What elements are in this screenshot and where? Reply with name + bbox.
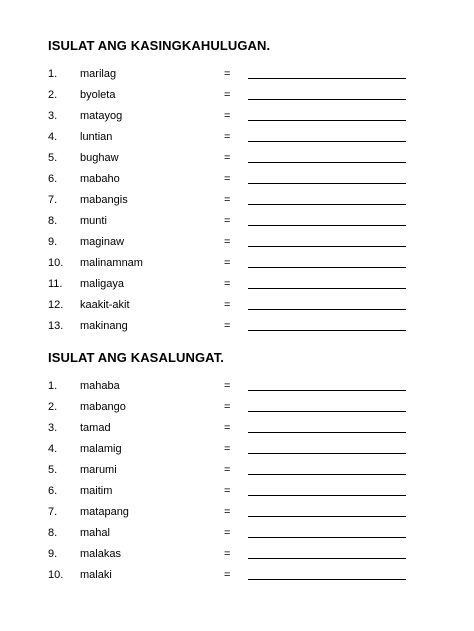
list-item: [0, 150, 474, 166]
answer-blank-line[interactable]: [248, 495, 406, 496]
list-item: [0, 525, 474, 541]
equals-sign: =: [224, 89, 231, 101]
equals-sign: =: [224, 320, 231, 332]
equals-sign: =: [224, 299, 231, 311]
item-number: 10.: [48, 257, 64, 269]
list-item: [0, 546, 474, 562]
item-word: malakas: [80, 548, 121, 560]
equals-sign: =: [224, 131, 231, 143]
list-item: [0, 441, 474, 457]
answer-blank-line[interactable]: [248, 537, 406, 538]
item-number: 4.: [48, 443, 58, 455]
item-word: mahaba: [80, 380, 120, 392]
equals-sign: =: [224, 194, 231, 206]
list-item: [0, 378, 474, 394]
item-number: 3.: [48, 110, 58, 122]
equals-sign: =: [224, 401, 231, 413]
list-item: [0, 483, 474, 499]
equals-sign: =: [224, 68, 231, 80]
equals-sign: =: [224, 278, 231, 290]
equals-sign: =: [224, 173, 231, 185]
item-number: 6.: [48, 173, 58, 185]
section-title: ISULAT ANG KASALUNGAT.: [48, 350, 225, 365]
item-number: 4.: [48, 131, 58, 143]
item-word: malamig: [80, 443, 122, 455]
item-number: 5.: [48, 464, 58, 476]
item-word: byoleta: [80, 89, 116, 101]
list-item: [0, 213, 474, 229]
answer-blank-line[interactable]: [248, 330, 406, 331]
item-word: tamad: [80, 422, 111, 434]
answer-blank-line[interactable]: [248, 579, 406, 580]
list-item: [0, 87, 474, 103]
answer-blank-line[interactable]: [248, 246, 406, 247]
item-number: 1.: [48, 380, 58, 392]
equals-sign: =: [224, 215, 231, 227]
item-word: marilag: [80, 68, 117, 80]
list-item: [0, 66, 474, 82]
item-word: matapang: [80, 506, 129, 518]
item-word: luntian: [80, 131, 113, 143]
list-item: [0, 420, 474, 436]
item-number: 7.: [48, 506, 58, 518]
item-number: 9.: [48, 548, 58, 560]
list-item: [0, 504, 474, 520]
item-number: 5.: [48, 152, 58, 164]
answer-blank-line[interactable]: [248, 120, 406, 121]
equals-sign: =: [224, 548, 231, 560]
item-word: maligaya: [80, 278, 125, 290]
item-word: maitim: [80, 485, 113, 497]
answer-blank-line[interactable]: [248, 162, 406, 163]
answer-blank-line[interactable]: [248, 432, 406, 433]
item-number: 9.: [48, 236, 58, 248]
equals-sign: =: [224, 485, 231, 497]
equals-sign: =: [224, 569, 231, 581]
equals-sign: =: [224, 422, 231, 434]
item-word: mabango: [80, 401, 126, 413]
item-word: makinang: [80, 320, 128, 332]
equals-sign: =: [224, 506, 231, 518]
item-number: 12.: [48, 299, 64, 311]
answer-blank-line[interactable]: [248, 288, 406, 289]
list-item: [0, 567, 474, 583]
answer-blank-line[interactable]: [248, 390, 406, 391]
answer-blank-line[interactable]: [248, 204, 406, 205]
answer-blank-line[interactable]: [248, 453, 406, 454]
answer-blank-line[interactable]: [248, 267, 406, 268]
equals-sign: =: [224, 257, 231, 269]
item-word: malinamnam: [80, 257, 143, 269]
equals-sign: =: [224, 380, 231, 392]
list-item: [0, 399, 474, 415]
item-number: 13.: [48, 320, 64, 332]
item-word: marumi: [80, 464, 117, 476]
item-word: bughaw: [80, 152, 119, 164]
answer-blank-line[interactable]: [248, 141, 406, 142]
item-number: 2.: [48, 401, 58, 413]
answer-blank-line[interactable]: [248, 225, 406, 226]
answer-blank-line[interactable]: [248, 558, 406, 559]
list-item: [0, 276, 474, 292]
item-number: 1.: [48, 68, 58, 80]
item-number: 2.: [48, 89, 58, 101]
list-item: [0, 462, 474, 478]
item-number: 6.: [48, 485, 58, 497]
item-word: munti: [80, 215, 107, 227]
list-item: [0, 318, 474, 334]
item-number: 11.: [48, 278, 63, 290]
answer-blank-line[interactable]: [248, 474, 406, 475]
equals-sign: =: [224, 236, 231, 248]
list-item: [0, 297, 474, 313]
item-number: 7.: [48, 194, 58, 206]
item-number: 3.: [48, 422, 58, 434]
equals-sign: =: [224, 110, 231, 122]
item-number: 8.: [48, 527, 58, 539]
section-title: ISULAT ANG KASINGKAHULUGAN.: [48, 38, 271, 53]
equals-sign: =: [224, 527, 231, 539]
item-word: maginaw: [80, 236, 125, 248]
item-number: 10.: [48, 569, 64, 581]
list-item: [0, 234, 474, 250]
item-word: mabaho: [80, 173, 120, 185]
answer-blank-line[interactable]: [248, 99, 406, 100]
equals-sign: =: [224, 443, 231, 455]
answer-blank-line[interactable]: [248, 78, 406, 79]
list-item: [0, 192, 474, 208]
answer-blank-line[interactable]: [248, 309, 406, 310]
answer-blank-line[interactable]: [248, 411, 406, 412]
item-word: mabangis: [80, 194, 128, 206]
list-item: [0, 108, 474, 124]
item-word: matayog: [80, 110, 123, 122]
list-item: [0, 255, 474, 271]
item-word: malaki: [80, 569, 112, 581]
answer-blank-line[interactable]: [248, 516, 406, 517]
equals-sign: =: [224, 464, 231, 476]
list-item: [0, 171, 474, 187]
equals-sign: =: [224, 152, 231, 164]
item-number: 8.: [48, 215, 58, 227]
item-word: kaakit-akit: [80, 299, 130, 311]
answer-blank-line[interactable]: [248, 183, 406, 184]
item-word: mahal: [80, 527, 110, 539]
list-item: [0, 129, 474, 145]
